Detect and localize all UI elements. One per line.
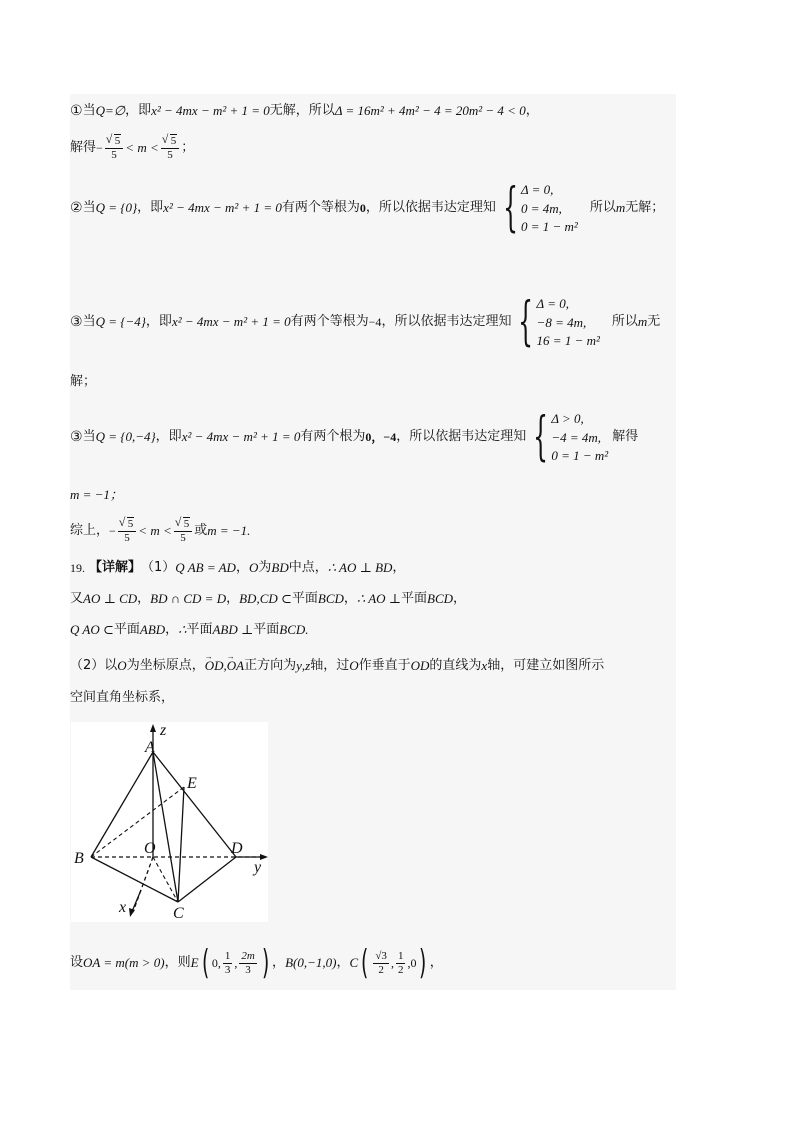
case2-number: ② — [70, 200, 83, 216]
text: 为 — [258, 560, 272, 575]
case1-condition: Q=∅ — [95, 103, 126, 118]
text: ， — [336, 955, 350, 970]
text: ， — [226, 591, 240, 606]
text: 平面 — [113, 622, 140, 637]
label-d: D — [231, 840, 243, 857]
case4-text: 当 — [82, 429, 96, 444]
case2-text2: ，即 — [137, 200, 164, 215]
math: O — [117, 658, 127, 673]
case4-equation: x² − 4mx − m² + 1 = 0 — [181, 429, 301, 444]
math: O — [248, 560, 259, 575]
point-c: C — [349, 955, 359, 970]
case2-text4: ，所以依据韦达定理知 — [365, 200, 496, 215]
case1-solution-line — [70, 132, 676, 164]
label-z: z — [160, 722, 167, 739]
case1-text4: ， — [525, 103, 539, 118]
text: 作垂直于 — [358, 658, 411, 673]
case2-condition: Q = {0} — [95, 200, 138, 215]
question-number: 19. — [70, 561, 85, 575]
fraction: $\frac{2m}{3}$ — [241, 949, 255, 976]
case2-text5: 所以 — [589, 200, 616, 215]
case3-text5: 所以 — [611, 314, 638, 329]
system-eq: 0 = 1 − m² — [551, 448, 609, 463]
math: AO ⊥ CD — [83, 591, 138, 606]
case1-text: 当 — [82, 103, 96, 118]
text: 平面 — [291, 591, 318, 606]
right-paren: ) — [419, 943, 427, 983]
point-e: E — [190, 955, 199, 970]
label-x: x — [119, 899, 127, 916]
math: x — [481, 658, 488, 673]
case4-continuation — [70, 487, 676, 503]
system-eq: Δ > 0, — [551, 411, 584, 426]
text: ， — [453, 591, 467, 606]
text: 正方向为 — [244, 658, 297, 673]
text: ， — [343, 591, 357, 606]
math: , — [301, 658, 306, 673]
case3-number: ③ — [70, 314, 83, 330]
text: 空间直角坐标系， — [70, 690, 175, 705]
math: 0, — [211, 956, 221, 970]
q19-line3 — [70, 622, 676, 638]
case1-number: ① — [70, 103, 83, 119]
part-label: （2） — [70, 658, 105, 673]
case4-text3: 有两个根为 — [300, 429, 366, 444]
text: 为坐标原点， — [126, 658, 205, 673]
case3-text2: ，即 — [145, 314, 172, 329]
label-c: C — [173, 905, 184, 922]
case3-text3: 有两个等根为 — [290, 314, 369, 329]
case4-line — [70, 407, 676, 467]
case3-continuation — [70, 374, 676, 390]
fraction-sqrt5-over-5: √ $\frac{5}{5}$ — [118, 518, 137, 545]
summary-text: 综上， — [70, 523, 110, 538]
inequality: < m < — [138, 523, 172, 538]
case3-root: −4 — [368, 315, 382, 329]
math: OD — [410, 658, 430, 673]
case3-equation: x² − 4mx − m² + 1 = 0 — [171, 314, 291, 329]
edge-ad — [153, 752, 236, 857]
math: OA = m(m > 0) — [83, 955, 165, 970]
math: y — [296, 658, 302, 673]
fraction-sqrt5-over-5: √ $\frac{5}{5}$ — [105, 135, 124, 162]
fraction: $\frac{√3}{2}$ — [375, 949, 387, 976]
case1-text2: ，即 — [125, 103, 152, 118]
case4-cont-text: m = −1； — [70, 487, 123, 502]
system-eq: 16 = 1 − m² — [536, 333, 600, 348]
math: ABD ⊥ — [212, 622, 254, 637]
case4-text2: ，即 — [155, 429, 182, 444]
case4-system: { Δ > 0, −4 = 4m, 0 = 1 − m² — [533, 407, 609, 467]
summary-or: 或 — [194, 523, 208, 538]
left-paren: ( — [201, 943, 209, 983]
math: ∴ AO ⊥ — [356, 591, 402, 606]
math: ∴ AO ⊥ BD — [327, 560, 393, 575]
detail-tag: 【详解】 — [89, 560, 142, 575]
text: ，则 — [164, 955, 191, 970]
case3-text4: ，所以依据韦达定理知 — [381, 314, 512, 329]
case2-text6: 无解； — [625, 200, 665, 215]
q19-line1 — [70, 560, 676, 576]
case1-line — [70, 103, 676, 119]
text: ， — [392, 560, 406, 575]
label-b: B — [74, 850, 84, 867]
system-eq: Δ = 0, — [536, 296, 569, 311]
edge-ac — [153, 752, 178, 902]
edge-dc — [178, 857, 236, 902]
label-y: y — [254, 859, 262, 876]
text: 中点， — [288, 560, 328, 575]
case2-text: 当 — [82, 200, 96, 215]
case3-line — [70, 292, 676, 352]
math: BCD — [427, 591, 454, 606]
fraction-sqrt5-over-5: √ $\frac{5}{5}$ — [174, 518, 193, 545]
point-b: B(0,−1,0) — [285, 955, 337, 970]
fraction: $\frac{1}{3}$ — [224, 949, 231, 976]
math: ,0 — [407, 956, 417, 970]
system-eq: Δ = 0, — [520, 182, 554, 197]
math: BD — [271, 560, 289, 575]
case1-text3: 无解，所以 — [269, 103, 335, 118]
case3-text6: 无 — [647, 314, 661, 329]
q19-line6 — [70, 945, 676, 981]
math: BD ∩ CD = D — [150, 591, 227, 606]
case4-roots: 0，−4 — [365, 430, 397, 444]
case2-text3: 有两个等根为 — [281, 200, 360, 215]
text: ， — [429, 955, 443, 970]
math: z — [305, 658, 311, 673]
vector-od: → OD — [205, 658, 224, 674]
label-a: A — [145, 739, 155, 756]
math: O — [349, 658, 359, 673]
case1-solution-prefix: 解得 — [70, 140, 97, 155]
vector-oa: → OA — [227, 658, 244, 674]
y-axis-arrow — [260, 854, 268, 860]
label-e: E — [187, 775, 197, 792]
inequality: < m < — [125, 140, 159, 155]
math: ∴ — [178, 622, 187, 637]
case2-equation: x² − 4mx − m² + 1 = 0 — [163, 200, 282, 215]
system-eq: −8 = 4m, — [536, 314, 587, 330]
math: ABD — [139, 622, 166, 637]
case1-discriminant: Δ = 16m² + 4m² − 4 = 20m² − 4 < 0 — [334, 103, 526, 118]
case4-text5: 解得 — [612, 429, 639, 444]
text: ， — [235, 560, 249, 575]
text: ， — [272, 955, 286, 970]
system-eq: 0 = 1 − m² — [520, 219, 578, 234]
text: 设 — [70, 955, 84, 970]
case3-cont-text: 解； — [70, 374, 97, 389]
tetrahedron-figure — [71, 722, 268, 922]
q19-line2 — [70, 591, 676, 607]
fraction-sqrt5-over-5: √ $\frac{5}{5}$ — [161, 135, 180, 162]
part-label: （1） — [141, 560, 176, 575]
case3-text: 当 — [82, 314, 96, 329]
x-axis-arrow — [129, 908, 135, 917]
right-paren: ) — [261, 943, 270, 983]
text: 以 — [104, 658, 118, 673]
math: BCD — [317, 591, 344, 606]
case1-equation: x² − 4mx − m² + 1 = 0 — [151, 103, 270, 118]
text: 的直线为 — [429, 658, 482, 673]
text: 平面 — [186, 622, 213, 637]
text: 轴，可建立如图所示 — [487, 658, 605, 673]
math: BCD. — [279, 622, 309, 637]
minus-sign: − — [96, 141, 103, 155]
system-eq: 0 = 4m, — [520, 200, 562, 216]
case3-condition: Q = {−4} — [95, 314, 146, 329]
summary-value: m = −1. — [207, 523, 251, 538]
case2-system: { Δ = 0, 0 = 4m, 0 = 1 − m² — [502, 178, 578, 238]
text: 平面 — [253, 622, 280, 637]
math: , — [234, 956, 238, 970]
fraction: $\frac{1}{2}$ — [397, 949, 404, 976]
left-paren: ( — [361, 943, 369, 983]
z-axis-arrow — [150, 724, 156, 732]
tetrahedron-diagram — [71, 722, 268, 922]
case4-text4: ，所以依据韦达定理知 — [396, 429, 527, 444]
text: ， — [165, 622, 179, 637]
math: , — [223, 658, 227, 673]
text: ， — [137, 591, 151, 606]
edge-be-dashed — [91, 787, 184, 857]
math: BD,CD ⊂ — [239, 591, 292, 606]
edge-bc — [91, 857, 178, 902]
system-eq: −4 = 4m, — [551, 429, 602, 445]
case3-system: { Δ = 0, −8 = 4m, 16 = 1 − m² — [518, 292, 600, 352]
case2-root: 0 — [359, 201, 366, 215]
text: 轴，过 — [310, 658, 350, 673]
math: Q AB = AD — [175, 560, 236, 575]
text: 平面 — [401, 591, 428, 606]
summary-line — [70, 515, 676, 547]
variable-m: m — [637, 314, 648, 329]
label-o: O — [144, 840, 156, 857]
case4-number: ③ — [70, 429, 83, 445]
text: 又 — [70, 591, 84, 606]
case2-line — [70, 178, 676, 238]
variable-m: m — [615, 200, 626, 215]
math: Q AO ⊂ — [70, 622, 114, 637]
math: , — [390, 956, 394, 970]
minus-sign: − — [109, 524, 116, 538]
case4-condition: Q = {0,−4} — [95, 429, 156, 444]
edge-ec — [178, 787, 184, 902]
q19-line5 — [70, 690, 676, 706]
q19-line4 — [70, 658, 676, 674]
case1-end: ； — [181, 140, 195, 155]
